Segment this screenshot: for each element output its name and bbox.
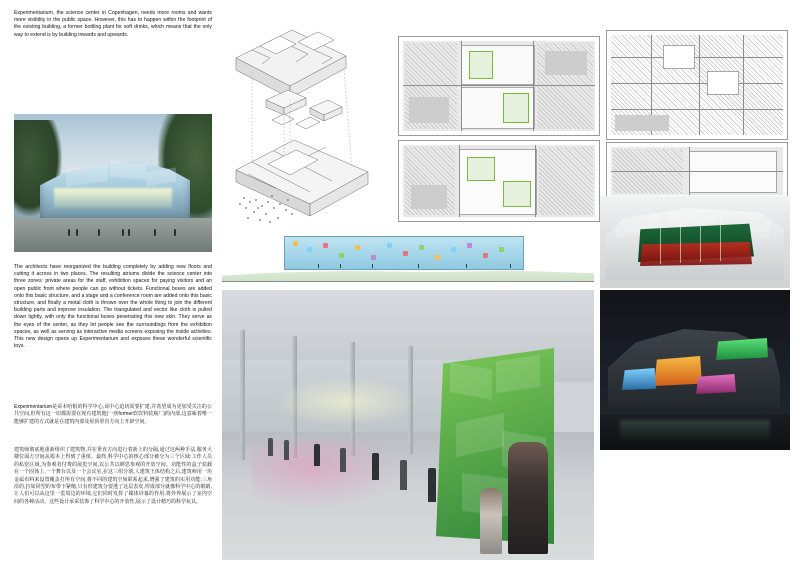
plan-core: [409, 97, 449, 123]
axo-base-structure: [236, 140, 368, 216]
section-program-cell: [387, 243, 392, 248]
figure-visitor: [268, 438, 273, 456]
figure-adult-foreground: [508, 442, 548, 554]
figure-person: [122, 229, 124, 236]
figure-visitor: [340, 448, 346, 472]
plan-green-zone: [467, 157, 495, 181]
floor-plan-level-1: [398, 36, 600, 136]
section-building-body: [284, 236, 524, 270]
ground-reflection: [620, 420, 770, 442]
plan-green-zone: [469, 51, 493, 79]
figure-visitor: [428, 468, 436, 502]
axo-functional-boxes: [266, 90, 342, 129]
section-program-cell: [323, 243, 328, 248]
section-program-cell: [339, 253, 344, 258]
plan-gridline: [403, 85, 595, 86]
window-mullion: [720, 219, 721, 261]
section-program-cell: [355, 245, 360, 250]
roof-box: [707, 71, 739, 95]
body-paragraph-english: The architects have reorganized the building completely by adding new floors and cutting it across in two places. The resulting atriums divide the science center into three zones: private areas for the staff, exhibition spaces for paying visitors and an open public front where people can go without tickets. Functional boxes are added onto this basic structure, and a stage and a conference room are added onto this basic structure, and finally a metal cloth is thrown over the whole thing to join the different building parts and improve insulation. The triangulated and vector like cloth is pulled down tightly, with only the functional boxes penetrating this new skin. They serve as the eyes of the center, as they let people see the surroundings from the exhibition spaces, as well as serving as interactive media screens exposing the inside activities. This new design opens up Experimentarium and exposes these wonderful scientific toys.: [14, 264, 212, 350]
roof-plant: [615, 115, 669, 131]
ground-plane: [14, 218, 212, 252]
exploded-axonometric-diagrams: [222, 12, 390, 227]
plan-core: [545, 51, 587, 75]
section-program-cell: [371, 255, 376, 260]
exterior-daylight-photograph: [14, 114, 212, 252]
interior-glow: [54, 188, 172, 208]
section-program-cell: [483, 253, 488, 258]
plan-gridline: [699, 35, 700, 135]
plan-gridline: [611, 171, 783, 172]
exhibition-colour-wash: [252, 440, 402, 510]
figure-visitor: [372, 453, 379, 480]
plan-gridline: [611, 83, 783, 84]
figure-person: [98, 229, 100, 236]
illuminated-box-orange: [654, 356, 702, 386]
ground-line: [222, 281, 594, 282]
box-facet: [496, 355, 540, 393]
section-program-cell: [307, 247, 312, 252]
plan-gridline: [459, 145, 460, 217]
illuminated-box-green: [716, 338, 768, 360]
section-program-cell: [293, 241, 298, 246]
section-figure: [466, 264, 467, 268]
section-figure: [510, 264, 511, 268]
roof-plan: [606, 30, 788, 140]
box-facet: [456, 413, 504, 457]
skylight-glow: [276, 378, 416, 426]
figure-person: [68, 229, 70, 236]
section-program-cell: [419, 245, 424, 250]
figure-person: [174, 229, 176, 236]
window-mullion: [700, 220, 701, 262]
render-night-exterior: [600, 290, 790, 450]
figure-child-foreground: [480, 488, 502, 554]
window-mullion: [660, 222, 661, 264]
body-paragraph-chinese-1: Experimentarium是哥本哈根的科学中心,该中心迫切需要扩建,并希望成为更加受关注的公共空间,但所有这一切都需要在现有建筑他(一座former软饮料装瓶厂)的内部,这意味着唯一能够扩建的方式就是在建筑内部及屋顶垂直方向上开辟空间。: [14, 404, 212, 425]
plan-gridline: [611, 109, 783, 110]
figure-visitor: [400, 460, 407, 490]
section-program-cell: [451, 247, 456, 252]
floor-plan-level-2: [398, 140, 600, 222]
site-building: [689, 151, 777, 193]
plan-gridline: [461, 41, 462, 131]
section-figure: [318, 264, 319, 268]
axonometric-svg: [222, 12, 390, 227]
axo-roof-volume: [236, 30, 346, 98]
structural-column: [240, 330, 245, 460]
plan-gridline: [535, 145, 536, 217]
section-program-cell: [499, 247, 504, 252]
render-functional-box-exterior: [600, 196, 790, 288]
site-plan: [606, 142, 788, 200]
figure-person: [154, 229, 156, 236]
figure-person: [76, 229, 78, 236]
longitudinal-section: [222, 228, 594, 288]
box-red-interior-glow: [640, 242, 752, 266]
plan-core: [411, 185, 447, 209]
section-figure: [340, 264, 341, 268]
window-mullion: [680, 221, 681, 263]
section-figure: [418, 264, 419, 268]
plan-hatch-zone: [539, 147, 593, 215]
plan-green-zone: [503, 93, 529, 123]
render-interior-atrium: [222, 290, 594, 560]
box-facet: [450, 362, 492, 399]
plan-green-zone: [503, 181, 531, 207]
figure-visitor: [314, 444, 320, 466]
plan-gridline: [743, 35, 744, 135]
section-program-cell: [467, 243, 472, 248]
intro-paragraph: Experimentarium, the science center in Copenhagen, needs more rooms and wants more visibility in the public space. However, this has to happen within the footprint of the existing building, a former bottling plant for soft drinks, which means that the only way to extend is by building inwards and upwards.: [14, 10, 212, 38]
figure-person: [128, 229, 130, 236]
body-paragraph-chinese-2: 建筑师彻底地重新组织了建筑物,并在垂直方向进行着新上的分隔,通过这两种手法,服务大楼位面方空间从根本上得到了重组。最终,科学中心的核心部分被分为三个区域:工作人员的私密区域,为参观者付费的展览空间,以公共以颜思参观的开放空间。功能性的盒子装载在一个固体上,一个舞台以及一个会议室,在这三组分割,人建筑王体结构之后,建筑师用一块金属布料来设置覆盖打所有空间,将不同的建筑空间联系起来,增强了建筑的实用功能;三角沿的,拉如同型的布带下紧缩,只有形建筑分要透了这层表皮,形成部分就像科学中心的眼睛,让人们可以从这里一览周边的环境,它们同时发挥了媒体屏幕的作用,将外界展示了室内空间的各种活动。这些设计承采装饰了科学中心的开放性,展示了设计精巧的科学玩具。: [14, 447, 212, 505]
section-figure: [372, 264, 373, 268]
section-program-cell: [435, 255, 440, 260]
illuminated-box-magenta: [696, 374, 736, 394]
figure-visitor: [284, 440, 289, 460]
plan-gridline: [533, 41, 534, 131]
plan-gridline: [611, 57, 783, 58]
roof-box: [663, 45, 695, 69]
section-program-cell: [403, 251, 408, 256]
illuminated-box-blue: [622, 368, 656, 390]
